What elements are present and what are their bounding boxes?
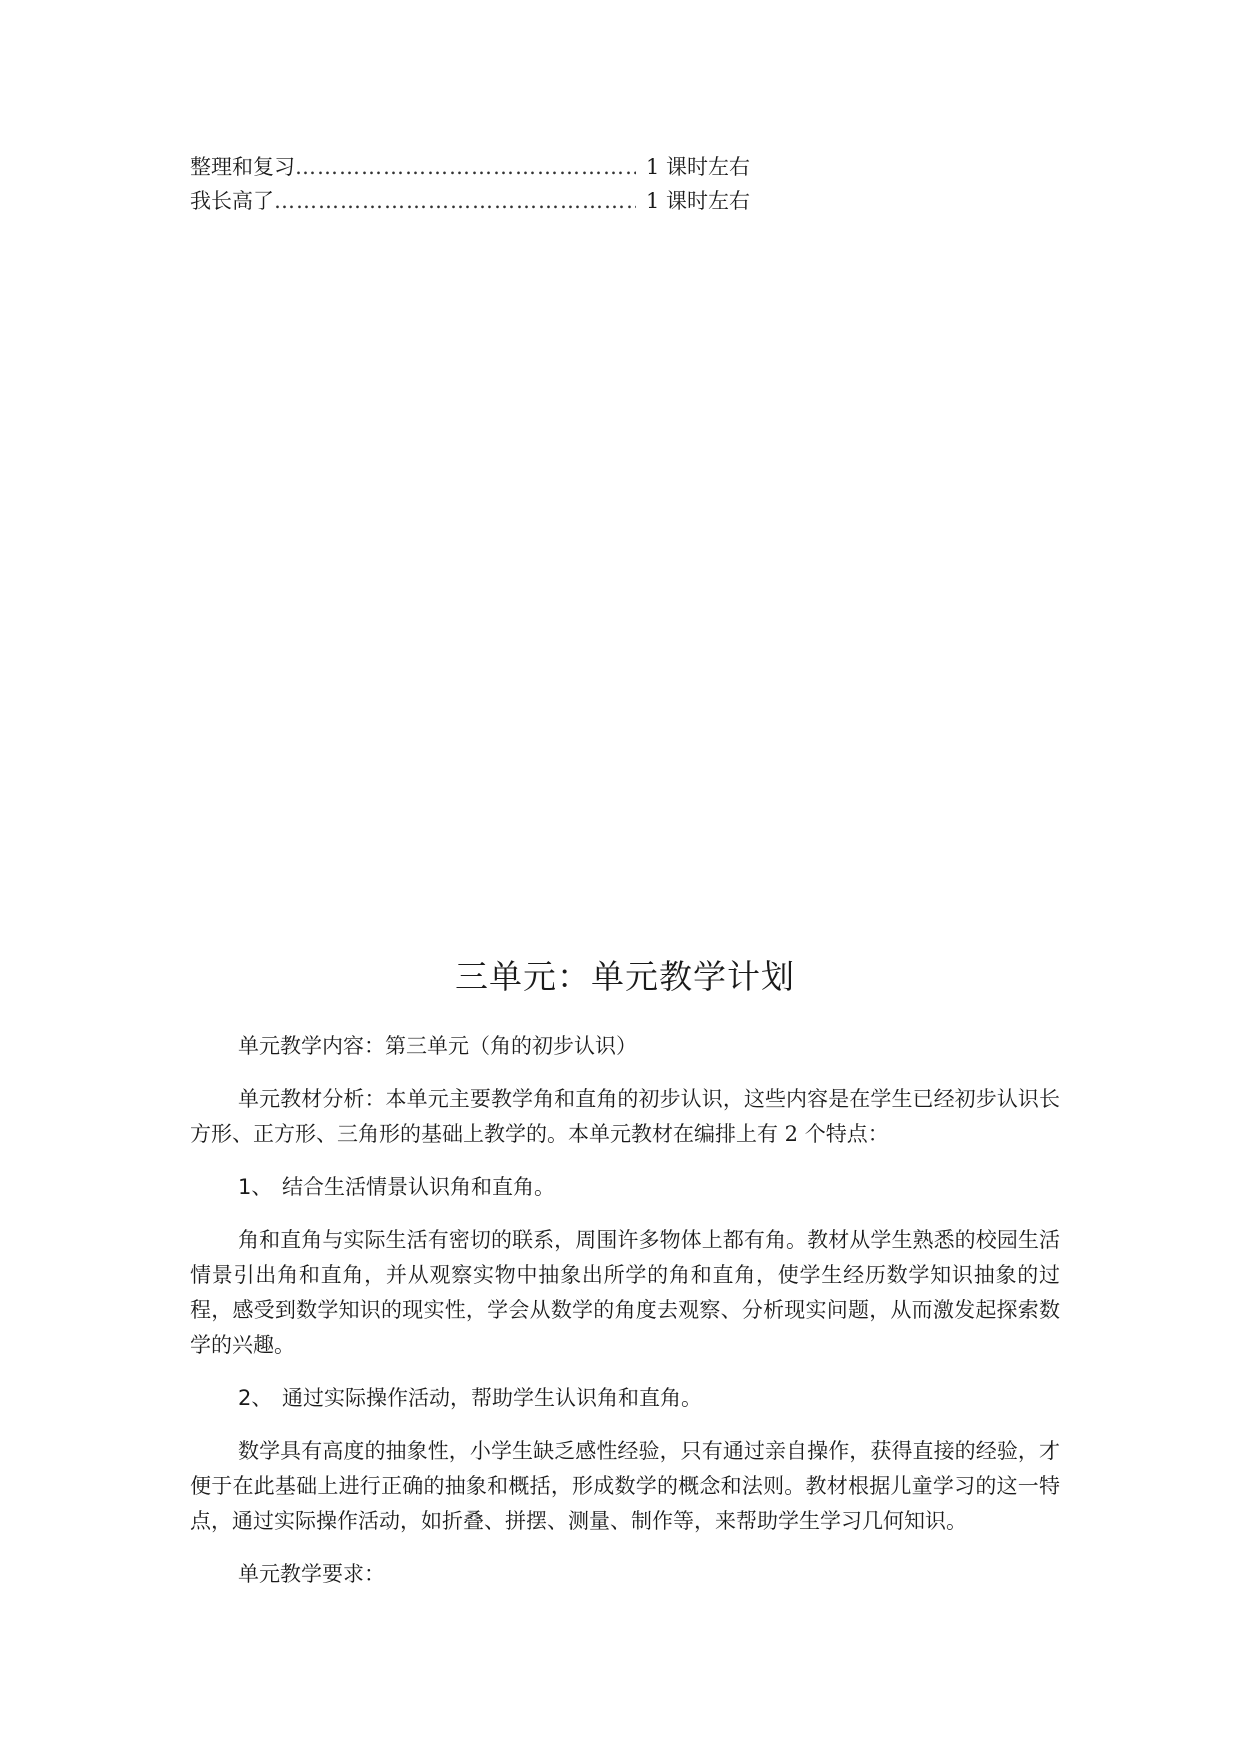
schedule-line-grow (190, 184, 750, 218)
unit-requirements-label: 单元教学要求： (238, 1562, 385, 1586)
dot-leader (274, 184, 636, 218)
section-heading: 三单元：单元教学计划 (455, 957, 795, 996)
schedule-hours: 1 课时左右 (645, 155, 750, 179)
schedule-list (190, 150, 750, 218)
schedule-title: 我长高了 (190, 189, 274, 213)
schedule-hours: 1 课时左右 (645, 189, 750, 213)
feature-title: 结合生活情景认识角和直角。 (282, 1175, 555, 1199)
dot-leader (295, 150, 636, 184)
feature-item-2 (190, 1381, 1060, 1416)
unit-content-paragraph: 单元教学内容：第三单元（角的初步认识） (238, 1034, 637, 1058)
feature-1-detail: 角和直角与实际生活有密切的联系，周围许多物体上都有角。教材从学生熟悉的校园生活情景引出角和直角，并从观察实物中抽象出所学的角和直角，使学生经历数学知识抽象的过程，感受到数学知识的现实性，学会从数学的角度去观察、分析现实问题，从而激发起探索数学的兴趣。 (190, 1228, 1060, 1357)
feature-title: 通过实际操作活动，帮助学生认识角和直角。 (282, 1386, 702, 1410)
schedule-line-review (190, 150, 750, 184)
schedule-title: 整理和复习 (190, 155, 295, 179)
feature-number: 2、 (238, 1386, 273, 1410)
feature-item-1 (190, 1170, 1060, 1205)
unit-analysis-paragraph: 单元教材分析：本单元主要教学角和直角的初步认识，这些内容是在学生已经初步认识长方形、正方形、三角形的基础上教学的。本单元教材在编排上有 2 个特点： (190, 1087, 1060, 1146)
unit-plan-section (190, 955, 1060, 1610)
feature-number: 1、 (238, 1175, 273, 1199)
feature-2-detail: 数学具有高度的抽象性，小学生缺乏感性经验，只有通过亲自操作，获得直接的经验，才便于在此基础上进行正确的抽象和概括，形成数学的概念和法则。教材根据儿童学习的这一特点，通过实际操作活动，如折叠、拼摆、测量、制作等，来帮助学生学习几何知识。 (190, 1439, 1060, 1533)
